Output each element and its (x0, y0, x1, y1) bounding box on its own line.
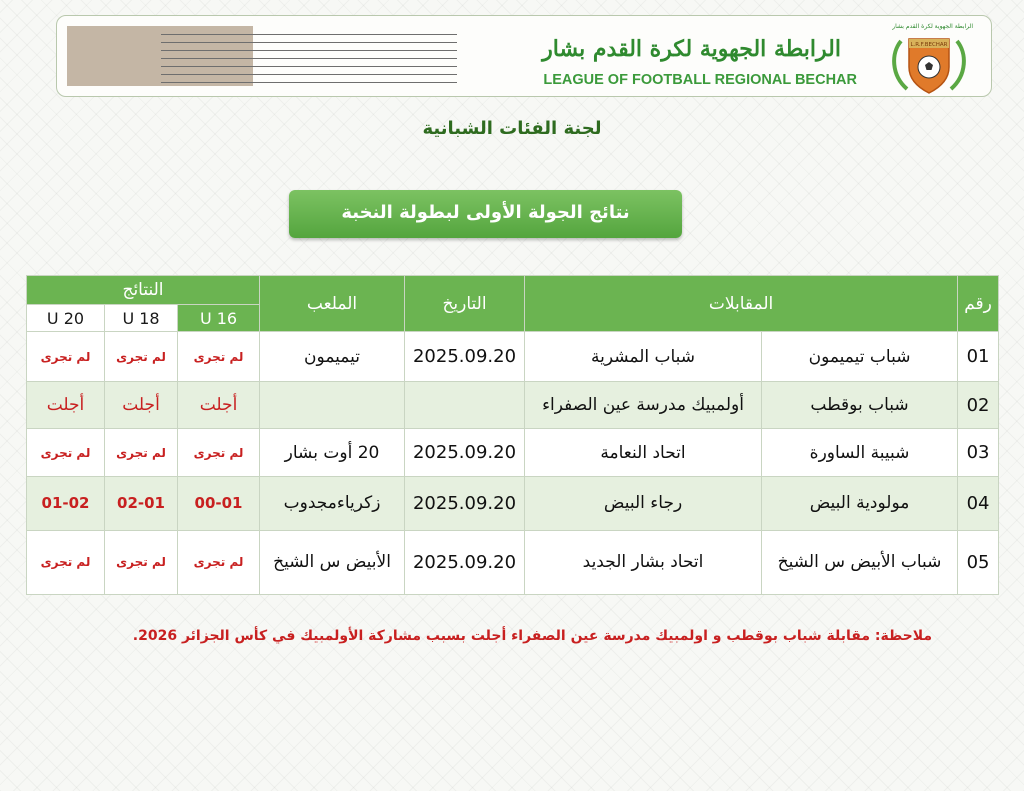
match-date: 2025.09.20 (405, 332, 525, 382)
header-decor-line (161, 66, 457, 67)
header-decor-line (161, 58, 457, 59)
committee-title: لجنة الفئات الشبانية (422, 118, 602, 139)
postponement-note: ملاحظة: مقابلة شباب بوقطب و اولمبيك مدرسة عين الصفراء أجلت بسبب مشاركة الأولمبيك في كأس الجزائر 2026. (132, 628, 932, 644)
header-decor-line (161, 82, 457, 83)
result-u16: لم تجرى (178, 332, 260, 382)
match-date (405, 382, 525, 429)
match-number: 04 (958, 476, 999, 530)
result-u16: لم تجرى (178, 429, 260, 476)
result-u16: أجلت (178, 382, 260, 429)
home-team: شبيبة الساورة (762, 429, 958, 476)
result-u20: أجلت (27, 382, 105, 429)
header-decor-line (161, 42, 457, 43)
header-u18: U 18 (105, 305, 178, 332)
match-number: 05 (958, 530, 999, 594)
league-title-english: LEAGUE OF FOOTBALL REGIONAL BECHAR (543, 72, 857, 88)
table-row (27, 429, 999, 476)
stadium: تيميمون (260, 332, 405, 382)
header-results: النتائج (27, 276, 260, 305)
result-u16: 00-01 (178, 476, 260, 530)
result-u18: لم تجرى (105, 429, 178, 476)
table-row (27, 382, 999, 429)
table-row (27, 530, 999, 594)
stadium: زكرياءمجدوب (260, 476, 405, 530)
away-team: رجاء البيض (525, 476, 762, 530)
result-u20: لم تجرى (27, 332, 105, 382)
result-u18: لم تجرى (105, 530, 178, 594)
header-u16: U 16 (178, 305, 260, 332)
header-decor-line (161, 74, 457, 75)
table-row (27, 476, 999, 530)
away-team: اتحاد بشار الجديد (525, 530, 762, 594)
match-number: 01 (958, 332, 999, 382)
football-crest-icon (887, 29, 971, 95)
header-decor-line (161, 50, 457, 51)
league-title-arabic: الرابطة الجهوية لكرة القدم بشار (542, 36, 841, 62)
result-u18: أجلت (105, 382, 178, 429)
result-u16: لم تجرى (178, 530, 260, 594)
table-row (27, 332, 999, 382)
result-u20: لم تجرى (27, 429, 105, 476)
round-results-banner: نتائج الجولة الأولى لبطولة النخبة (289, 190, 682, 238)
header-stadium: الملعب (260, 276, 405, 332)
header-decor-line (161, 34, 457, 35)
header-matches: المقابلات (525, 276, 958, 332)
logo-text: L.R.F.BECHAR (910, 42, 948, 48)
home-team: شباب تيميمون (762, 332, 958, 382)
results-table (26, 275, 999, 595)
away-team: أولمبيك مدرسة عين الصفراء (525, 382, 762, 429)
stadium: الأبيض س الشيخ (260, 530, 405, 594)
result-u18: 02-01 (105, 476, 178, 530)
match-date: 2025.09.20 (405, 476, 525, 530)
stadium: 20 أوت بشار (260, 429, 405, 476)
result-u20: 01-02 (27, 476, 105, 530)
result-u20: لم تجرى (27, 530, 105, 594)
league-header (56, 15, 992, 97)
match-date: 2025.09.20 (405, 530, 525, 594)
stadium (260, 382, 405, 429)
match-number: 03 (958, 429, 999, 476)
logo-caption: الرابطة الجهوية لكرة القدم بشار (892, 23, 973, 30)
match-date: 2025.09.20 (405, 429, 525, 476)
home-team: شباب بوقطب (762, 382, 958, 429)
home-team: شباب الأبيض س الشيخ (762, 530, 958, 594)
header-date: التاريخ (405, 276, 525, 332)
header-decor-block (67, 26, 253, 86)
away-team: شباب المشرية (525, 332, 762, 382)
match-number: 02 (958, 382, 999, 429)
home-team: مولودية البيض (762, 476, 958, 530)
result-u18: لم تجرى (105, 332, 178, 382)
header-u20: U 20 (27, 305, 105, 332)
header-number: رقم (958, 276, 999, 332)
away-team: اتحاد النعامة (525, 429, 762, 476)
